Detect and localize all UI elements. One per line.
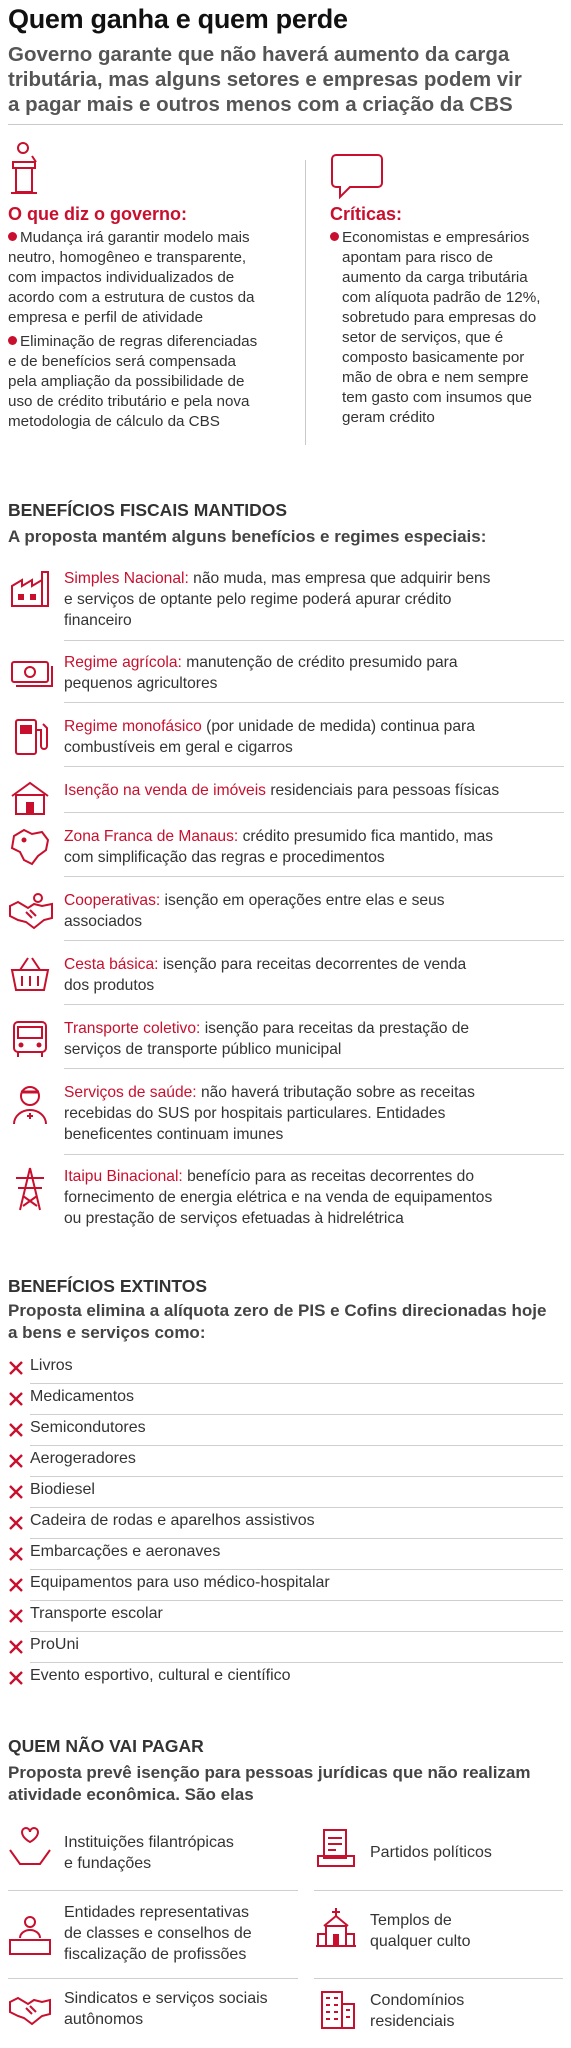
exempt-item-label: e fundações (64, 1855, 152, 1872)
basket-icon (8, 954, 54, 996)
benefits-extinct-subheading (8, 1300, 564, 1344)
benefit-name: Cooperativas: (64, 892, 161, 909)
exempt-item-label: Partidos políticos (370, 1844, 492, 1861)
list-item (8, 1664, 563, 1694)
row-divider (314, 1890, 563, 1891)
subtitle-line: Governo garante que não haverá aumento da carga (8, 43, 510, 66)
extinct-item-label: Aerogeradores (30, 1450, 136, 1467)
handshake-icon (8, 890, 54, 932)
benefit-name: Itaipu Binacional: (64, 1168, 183, 1185)
benefit-name: Simples Nacional: (64, 570, 189, 587)
row-divider (64, 1068, 564, 1069)
bullet-line: acordo com a estrutura de custos da (8, 289, 255, 306)
list-item (6, 332, 298, 432)
row-divider (30, 1383, 563, 1384)
row-divider (8, 1890, 298, 1891)
fuel-pump-icon (8, 716, 54, 758)
row-divider (64, 1154, 564, 1155)
list-item (8, 1416, 563, 1446)
bus-icon (8, 1018, 54, 1060)
temple-icon (314, 1906, 358, 1950)
subtitle-line: a pagar mais e outros menos com a criação da CBS (8, 93, 513, 116)
subheading-line: atividade econômica. São elas (8, 1785, 254, 1804)
row-divider (30, 1476, 563, 1477)
extinct-item-label: Semicondutores (30, 1419, 146, 1436)
cross-icon (8, 1608, 24, 1624)
benefit-row (8, 652, 563, 702)
benefit-name: Transporte coletivo: (64, 1020, 201, 1037)
row-divider (64, 812, 564, 813)
bullet-dot (8, 336, 17, 345)
benefit-text: fornecimento de energia elétrica e na venda de equipamentos (64, 1189, 493, 1206)
power-tower-icon (8, 1166, 54, 1208)
cross-icon (8, 1639, 24, 1655)
extinct-item-label: Cadeira de rodas e aparelhos assistivos (30, 1512, 315, 1529)
bullet-line: geram crédito (342, 409, 435, 426)
charity-hands-icon (8, 1826, 52, 1870)
cross-icon (8, 1546, 24, 1562)
page-title: Quem ganha e quem perde (8, 4, 348, 34)
bullet-line: Eliminação de regras diferenciadas (20, 333, 258, 350)
benefit-name: Zona Franca de Manaus: (64, 828, 239, 845)
cross-icon (8, 1453, 24, 1469)
list-item (8, 1509, 563, 1539)
header-divider (8, 124, 563, 125)
extinct-item-label: Biodiesel (30, 1481, 95, 1498)
cross-icon (8, 1670, 24, 1686)
extinct-item-label: Evento esportivo, cultural e científico (30, 1667, 291, 1684)
bullet-line: aumento da carga tributária (342, 269, 528, 286)
column-divider (305, 160, 306, 445)
row-divider (30, 1569, 563, 1570)
criticism-heading: Críticas: (330, 204, 403, 224)
cross-icon (8, 1577, 24, 1593)
cross-icon (8, 1422, 24, 1438)
cross-icon (8, 1360, 24, 1376)
bullet-line: empresa e perfil de atividade (8, 309, 204, 326)
bullet-line: Economistas e empresários (342, 229, 530, 246)
doctor-icon (8, 1082, 54, 1124)
government-heading: O que diz o governo: (8, 204, 187, 224)
bullet-line: sobretudo para empresas do (342, 309, 537, 326)
benefit-row (8, 954, 563, 1004)
bullet-line: composto basicamente por (342, 349, 525, 366)
cross-icon (8, 1391, 24, 1407)
money-icon (8, 652, 54, 694)
benefit-text: ou prestação de serviços efetuadas à hidrelétrica (64, 1210, 404, 1227)
extinct-item-label: Medicamentos (30, 1388, 135, 1405)
subheading-line: Proposta prevê isenção para pessoas jurídicas que não realizam (8, 1763, 531, 1782)
bullet-line: uso de crédito tributário e pela nova (8, 393, 250, 410)
benefit-text: isenção em operações entre elas e seus (160, 892, 445, 909)
bullet-line: com alíquota padrão de 12%, (342, 289, 541, 306)
benefit-name: Serviços de saúde: (64, 1084, 197, 1101)
exempt-item-label: Instituições filantrópicas (64, 1834, 234, 1851)
benefits-kept-heading: BENEFÍCIOS FISCAIS MANTIDOS (8, 500, 288, 520)
exempt-item-label: Condomínios (370, 1992, 465, 2009)
bullet-line: pela ampliação da possibilidade de (8, 373, 245, 390)
bullet-line: mão de obra e nem sempre (342, 369, 529, 386)
list-item (8, 1385, 563, 1415)
exempt-item-label: de classes e conselhos de (64, 1925, 252, 1942)
extinct-item-label: Equipamentos para uso médico-hospitalar (30, 1574, 330, 1591)
speech-bubble-icon (330, 152, 384, 200)
exempt-item (314, 1826, 564, 1880)
bullet-line: setor de serviços, que é (342, 329, 504, 346)
row-divider (8, 1978, 298, 1979)
bullet-line: metodologia de cálculo da CBS (8, 413, 220, 430)
criticism-bullets (328, 228, 564, 432)
benefit-text: financeiro (64, 612, 132, 629)
benefit-row (8, 890, 563, 940)
exempt-item-label: Sindicatos e serviços sociais (64, 1990, 268, 2007)
benefit-text: com simplificação das regras e procedimentos (64, 849, 385, 866)
list-item (8, 1571, 563, 1601)
extinct-item-label: Livros (30, 1357, 73, 1374)
benefit-row (8, 716, 563, 766)
list-item (8, 1540, 563, 1570)
exempt-item (314, 1988, 564, 2042)
benefit-text: beneficentes continuam imunes (64, 1126, 284, 1143)
bullet-line: Mudança irá garantir modelo mais (20, 229, 250, 246)
row-divider (30, 1414, 563, 1415)
benefit-text: benefício para as receitas decorrentes do (182, 1168, 475, 1185)
benefit-name: Regime monofásico (64, 718, 202, 735)
handshake-icon (8, 1986, 52, 2030)
benefit-row (8, 1018, 563, 1068)
row-divider (64, 702, 564, 703)
benefit-text: dos produtos (64, 977, 155, 994)
row-divider (64, 766, 564, 767)
benefit-text: crédito presumido fica mantido, mas (238, 828, 494, 845)
row-divider (30, 1631, 563, 1632)
not-paying-heading: QUEM NÃO VAI PAGAR (8, 1736, 204, 1756)
bullet-line: tem gasto com insumos que (342, 389, 532, 406)
map-icon (8, 826, 54, 868)
benefit-name: Isenção na venda de imóveis (64, 782, 266, 799)
exempt-item (8, 1986, 298, 2040)
benefit-text: residenciais para pessoas físicas (265, 782, 500, 799)
benefit-row (8, 1166, 563, 1232)
row-divider (30, 1662, 563, 1663)
list-item (6, 228, 298, 328)
exempt-item (8, 1902, 298, 1970)
benefit-text: serviços de transporte público municipal (64, 1041, 342, 1058)
benefit-row (8, 1082, 563, 1154)
benefit-name: Cesta básica: (64, 956, 159, 973)
exempt-item-label: autônomos (64, 2011, 144, 2028)
bullet-dot (330, 232, 339, 241)
exempt-item (314, 1906, 564, 1966)
bullet-line: apontam para risco de (342, 249, 494, 266)
exempt-item-label: Entidades representativas (64, 1904, 249, 1921)
row-divider (64, 876, 564, 877)
bullet-dot (8, 232, 17, 241)
exempt-item-label: Templos de (370, 1912, 452, 1929)
list-item (8, 1602, 563, 1632)
page-subtitle (8, 42, 564, 117)
list-item (8, 1633, 563, 1663)
benefit-text: manutenção de crédito presumido para (181, 654, 458, 671)
row-divider (64, 640, 564, 641)
row-divider (64, 1004, 564, 1005)
bullet-line: neutro, homogêneo e transparente, (8, 249, 247, 266)
benefit-text: isenção para receitas decorrentes de venda (158, 956, 467, 973)
exempt-item-label: qualquer culto (370, 1933, 471, 1950)
benefits-kept-subheading: A proposta mantém alguns benefícios e regimes especiais: (8, 527, 487, 546)
extinct-item-label: ProUni (30, 1636, 79, 1653)
benefit-text: e serviços de optante pelo regime poderá apurar crédito (64, 591, 452, 608)
cross-icon (8, 1515, 24, 1531)
benefit-text: associados (64, 913, 143, 930)
exempt-item (8, 1826, 298, 1880)
benefit-text: isenção para receitas da prestação de (200, 1020, 470, 1037)
extinct-item-label: Transporte escolar (30, 1605, 163, 1622)
row-divider (30, 1538, 563, 1539)
benefit-text: pequenos agricultores (64, 675, 218, 692)
cross-icon (8, 1484, 24, 1500)
benefit-name: Regime agrícola: (64, 654, 182, 671)
house-icon (8, 780, 54, 822)
subheading-line: a bens e serviços como: (8, 1323, 206, 1342)
list-item (8, 1447, 563, 1477)
list-item (328, 228, 564, 428)
factory-icon (8, 568, 54, 610)
building-icon (314, 1988, 358, 2032)
benefit-row (8, 568, 563, 640)
benefit-text: recebidas do SUS por hospitais particulares. Entidades (64, 1105, 446, 1122)
benefit-row (8, 780, 563, 812)
professional-council-icon (8, 1914, 52, 1958)
benefit-text: não muda, mas empresa que adquirir bens (188, 570, 491, 587)
bullet-line: com impactos individualizados de (8, 269, 235, 286)
benefit-text: não haverá tributação sobre as receitas (196, 1084, 475, 1101)
benefit-row (8, 826, 563, 876)
list-item (8, 1478, 563, 1508)
benefit-text: (por unidade de medida) continua para (201, 718, 475, 735)
government-bullets (6, 228, 298, 436)
speaker-podium-icon (8, 140, 42, 196)
benefits-extinct-heading: BENEFÍCIOS EXTINTOS (8, 1276, 208, 1296)
row-divider (314, 1978, 563, 1979)
benefit-text: combustíveis em geral e cigarros (64, 739, 293, 756)
list-item (8, 1354, 563, 1384)
exempt-item-label: fiscalização de profissões (64, 1946, 247, 1963)
not-paying-subheading (8, 1762, 564, 1806)
row-divider (30, 1600, 563, 1601)
row-divider (30, 1507, 563, 1508)
row-divider (30, 1445, 563, 1446)
row-divider (64, 940, 564, 941)
subtitle-line: tributária, mas alguns setores e empresas podem vir (8, 68, 522, 91)
subheading-line: Proposta elimina a alíquota zero de PIS e Cofins direcionadas hoje (8, 1301, 547, 1320)
ballot-icon (314, 1826, 358, 1870)
bullet-line: e de benefícios será compensada (8, 353, 236, 370)
exempt-item-label: residenciais (370, 2013, 455, 2030)
extinct-item-label: Embarcações e aeronaves (30, 1543, 221, 1560)
